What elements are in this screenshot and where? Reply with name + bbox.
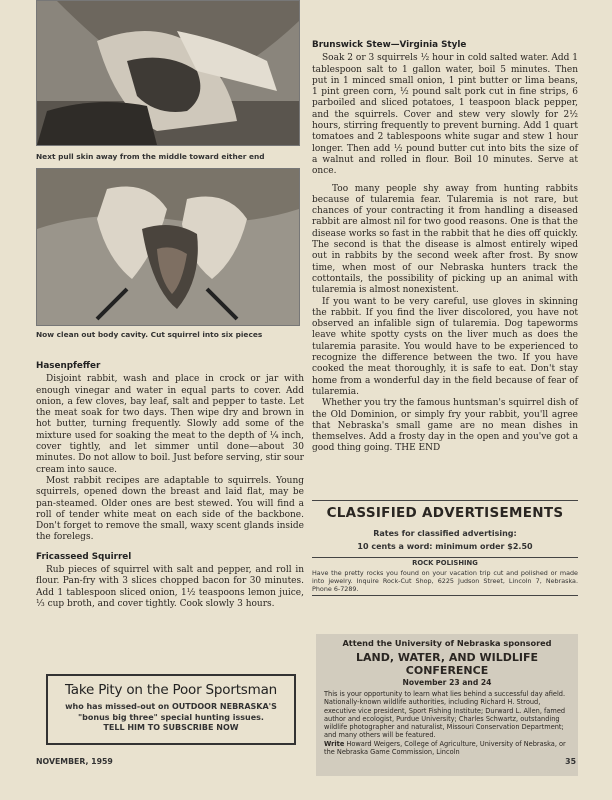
footer-date: NOVEMBER, 1959 <box>36 757 113 766</box>
classified-rates: Rates for classified advertising: <box>373 529 517 538</box>
closing-paragraph: Whether you try the famous huntsman's squirrel dish of the Old Dominion, or simply fry your rabbit, you'll agree that Nebraska's small game are no mean dishes in themselves. Add a frosty day in the open and you've got a good thing going. THE END <box>312 398 578 454</box>
classified-top-rule <box>312 500 578 501</box>
photo1-caption: Next pull skin away from the middle toward either end <box>36 152 265 161</box>
classified-ad-block <box>312 559 578 593</box>
fricasseed-paragraph: Rub pieces of squirrel with salt and pepper, and roll in flour. Pan-fry with 3 slices chopped bacon for 30 minutes. Add 1 tablespoon sliced onion, 1½ teaspoons lemon juice, ⅓ cup broth, and cover tightly. Cook slowly 3 hours. <box>36 565 304 609</box>
subscribe-ad-box <box>46 674 296 745</box>
subscribe-ad-line-3: TELL HIM TO SUBSCRIBE NOW <box>103 723 239 732</box>
conference-ad-box <box>316 634 578 776</box>
hasenpfeffer-paragraph-1: Disjoint rabbit, wash and place in crock or jar with enough vinegar and water in equal parts to cover. Add onion, a few cloves, bay leaf, salt and pepper to taste. Let the meat soak for two days. Then wipe dry and brown in hot butter, turning frequently. Slowly add some of the mixture used for soaking the meat to the depth of ¼ inch, cover tightly, and let simmer until done—about 30 minutes. Do not allow to boil. Just before serving, stir sour cream into sauce. <box>36 374 304 475</box>
classified-ad-text: Have the pretty rocks you found on your vacation trip cut and polished or made into jewelry. Inquire Rock-Cut Shop, 6225 Judson Street, Lincoln 7, Nebraska. Phone 6-7289. <box>312 569 578 593</box>
photo-skinning-squirrel <box>36 0 300 146</box>
conference-intro: Attend the University of Nebraska sponsored <box>342 638 552 648</box>
classified-section <box>312 505 578 551</box>
hasenpfeffer-heading: Hasenpfeffer <box>36 361 101 371</box>
subscribe-ad-line-2: "bonus big three" special hunting issues. <box>78 712 264 722</box>
brunswick-heading: Brunswick Stew—Virginia Style <box>312 40 467 50</box>
conference-title-line-2: CONFERENCE <box>405 664 489 677</box>
page-number: 35 <box>565 757 576 766</box>
classified-title: CLASSIFIED ADVERTISEMENTS <box>326 505 564 521</box>
photo2-caption: Now clean out body cavity. Cut squirrel into six pieces <box>36 330 263 339</box>
classified-category: ROCK POLISHING <box>412 559 478 567</box>
conference-write-text: Howard Weigers, College of Agriculture, University of Nebraska, or the Nebraska Game Commission, Lincoln <box>324 739 566 757</box>
left-column-text <box>36 361 304 610</box>
classified-bottom-rule <box>312 595 578 596</box>
conference-write <box>324 740 570 757</box>
conference-dates: November 23 and 24 <box>402 678 492 687</box>
subscribe-ad-line-1: who has missed-out on OUTDOOR NEBRASKA'S <box>65 702 277 711</box>
conference-title-line-1: LAND, WATER, AND WILDLIFE <box>355 651 539 664</box>
tularemia-paragraph-2: If you want to be very careful, use gloves in skinning the rabbit. If you find the liver discolored, you have not observed an infalible sign of tularemia. Dog tapeworms leave white spotty cysts on the liver much as does the tularemia parasite. You would have to be experienced to recognize the difference between the two. If you have cooked the meat thoroughly, it is safe to eat. Don't stay home from a wonderful day in the field because of fear of tularemia. <box>312 296 578 397</box>
conference-body: This is your opportunity to learn what lies behind a successful day afield. Nationally-known wildlife authorities, including Richard H. Stroud, executive vice president, Sport Fishing Institute; Durward L. Allen, famed author and ecologist, Purdue University; Charles Schwartz, outstanding wildlife photographer and naturalist, Missouri Conservation Department; and many others will be featured. <box>324 690 566 740</box>
classified-price: 10 cents a word: minimum order $2.50 <box>357 542 533 551</box>
conference-write-label: Write <box>324 739 345 748</box>
photo-cleaning-squirrel <box>36 168 300 326</box>
fricasseed-heading: Fricasseed Squirrel <box>36 551 132 562</box>
subscribe-ad-title: Take Pity on the Poor Sportsman <box>64 682 277 698</box>
hasenpfeffer-paragraph-2: Most rabbit recipes are adaptable to squirrels. Young squirrels, opened down the breast and laid flat, may be pan-steamed. Older ones are best stewed. You will find a roll of tender white meat on each side of the backbone. Don't forget to remove the small, waxy scent glands inside the forelegs. <box>36 475 304 543</box>
tularemia-paragraph-1: Too many people shy away from hunting rabbits because of tularemia fear. Tularemia is not rare, but chances of your contracting it from handling a diseased rabbit are almost nil for two good reasons. One is that the disease works so fast in the rabbit that he dies off quickly. The second is that the disease is almost entirely wiped out in rabbits by the second week after frost. By snow time, when most of our Nebraska hunters track the cottontails, the possibility of picking up an animal with tularemia is almost nonexistent. <box>312 183 578 296</box>
brunswick-paragraph: Soak 2 or 3 squirrels ½ hour in cold salted water. Add 1 tablespoon salt to 1 gallon water, boil 5 minutes. Then put in 1 minced small onion, 1 pint butter or lima beans, 1 pint green corn, ½ pound salt pork cut in fine strips, 6 parboiled and sliced potatoes, 1 teaspoon black pepper, and the squirrels. Cover and stew very slowly for 2½ hours, stirring frequently to prevent burning. Add 1 quart tomatoes and 2 tablespoons white sugar and stew 1 hour longer. Then add ½ pound butter cut into bits the size of a walnut and rolled in flour. Boil 10 minutes. Serve at once. <box>312 53 578 177</box>
classified-mid-rule <box>312 557 578 558</box>
right-column-text <box>312 40 578 455</box>
